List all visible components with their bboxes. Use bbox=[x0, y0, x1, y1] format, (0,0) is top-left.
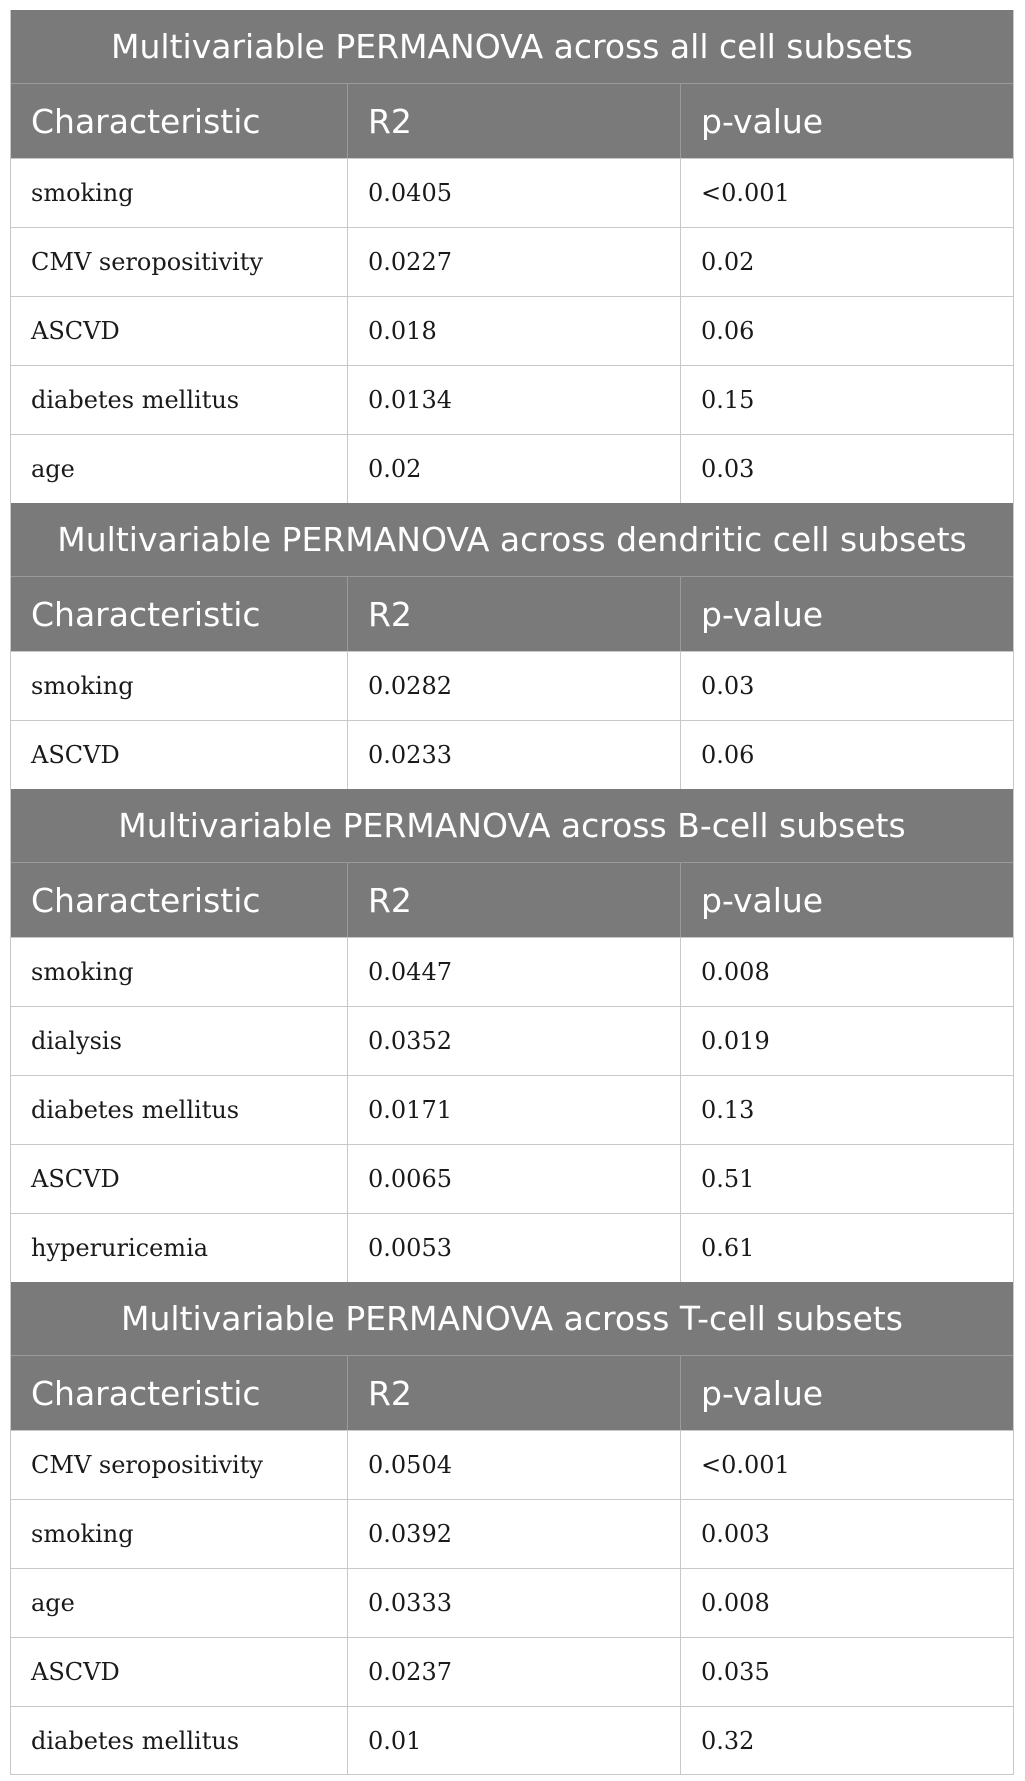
column-header-row bbox=[11, 1356, 1013, 1430]
pvalue-cell: <0.001 bbox=[701, 1451, 790, 1479]
characteristic-cell: diabetes mellitus bbox=[11, 1707, 348, 1774]
pvalue-cell: 0.32 bbox=[701, 1726, 755, 1755]
r2-cell: 0.0171 bbox=[348, 1076, 681, 1144]
pvalue-header: p-value bbox=[701, 594, 824, 634]
characteristic-cell: diabetes mellitus bbox=[11, 1076, 348, 1144]
column-header-row bbox=[11, 577, 1013, 651]
pvalue-cell: 0.008 bbox=[701, 958, 770, 986]
characteristic-header: Characteristic bbox=[11, 577, 348, 651]
characteristic-cell: diabetes mellitus bbox=[11, 366, 348, 434]
r2-cell: 0.0392 bbox=[348, 1500, 681, 1568]
characteristic-header: Characteristic bbox=[11, 84, 348, 158]
characteristic-cell: ASCVD bbox=[11, 721, 348, 789]
table-row bbox=[11, 1144, 1013, 1213]
characteristic-cell: ASCVD bbox=[11, 297, 348, 365]
table-section bbox=[11, 789, 1013, 1282]
characteristic-cell: CMV seropositivity bbox=[11, 228, 348, 296]
characteristic-cell: CMV seropositivity bbox=[11, 1431, 348, 1499]
pvalue-cell: 0.06 bbox=[701, 317, 755, 345]
table-row bbox=[11, 1075, 1013, 1144]
table-row bbox=[11, 1430, 1013, 1499]
r2-cell: 0.02 bbox=[348, 435, 681, 503]
r2-cell: 0.0227 bbox=[348, 228, 681, 296]
pvalue-cell: 0.02 bbox=[701, 248, 755, 276]
r2-cell: 0.0065 bbox=[348, 1145, 681, 1213]
r2-cell: 0.0405 bbox=[348, 159, 681, 227]
characteristic-cell: age bbox=[11, 1569, 348, 1637]
section-title: Multivariable PERMANOVA across all cell subsets bbox=[11, 10, 1013, 84]
characteristic-cell: ASCVD bbox=[11, 1638, 348, 1706]
characteristic-cell: smoking bbox=[11, 1500, 348, 1568]
section-title: Multivariable PERMANOVA across dendritic cell subsets bbox=[11, 503, 1013, 577]
table-row bbox=[11, 227, 1013, 296]
characteristic-cell: smoking bbox=[11, 938, 348, 1006]
pvalue-header: p-value bbox=[701, 101, 824, 141]
r2-cell: 0.01 bbox=[348, 1707, 681, 1774]
pvalue-cell: 0.003 bbox=[701, 1520, 770, 1548]
r2-cell: 0.0352 bbox=[348, 1007, 681, 1075]
pvalue-cell: 0.13 bbox=[701, 1096, 755, 1124]
pvalue-cell: 0.03 bbox=[701, 672, 755, 700]
table-section bbox=[11, 503, 1013, 789]
pvalue-header: p-value bbox=[701, 880, 824, 920]
section-title: Multivariable PERMANOVA across B-cell subsets bbox=[11, 789, 1013, 863]
pvalue-cell: 0.61 bbox=[701, 1234, 755, 1262]
table-row bbox=[11, 720, 1013, 789]
r2-header: R2 bbox=[348, 1356, 681, 1430]
r2-cell: 0.0134 bbox=[348, 366, 681, 434]
pvalue-cell: 0.15 bbox=[701, 386, 755, 414]
table-row bbox=[11, 651, 1013, 720]
table-row bbox=[11, 1499, 1013, 1568]
characteristic-cell: age bbox=[11, 435, 348, 503]
r2-cell: 0.0233 bbox=[348, 721, 681, 789]
table-row bbox=[11, 1568, 1013, 1637]
table-row bbox=[11, 937, 1013, 1006]
r2-header: R2 bbox=[348, 84, 681, 158]
characteristic-cell: smoking bbox=[11, 652, 348, 720]
table-section bbox=[11, 1282, 1013, 1775]
pvalue-cell: 0.51 bbox=[701, 1165, 755, 1193]
table-row bbox=[11, 1637, 1013, 1706]
characteristic-cell: hyperuricemia bbox=[11, 1214, 348, 1282]
table-section bbox=[11, 10, 1013, 503]
r2-header: R2 bbox=[348, 577, 681, 651]
r2-cell: 0.0333 bbox=[348, 1569, 681, 1637]
table-row bbox=[11, 1006, 1013, 1075]
pvalue-cell: 0.06 bbox=[701, 741, 755, 769]
permanova-table bbox=[10, 10, 1014, 1775]
r2-cell: 0.0282 bbox=[348, 652, 681, 720]
characteristic-header: Characteristic bbox=[11, 863, 348, 937]
table-row bbox=[11, 1706, 1013, 1775]
table-row bbox=[11, 296, 1013, 365]
r2-cell: 0.0237 bbox=[348, 1638, 681, 1706]
r2-cell: 0.0053 bbox=[348, 1214, 681, 1282]
pvalue-cell: 0.008 bbox=[701, 1589, 770, 1617]
table-row bbox=[11, 365, 1013, 434]
table-row bbox=[11, 1213, 1013, 1282]
characteristic-header: Characteristic bbox=[11, 1356, 348, 1430]
characteristic-cell: ASCVD bbox=[11, 1145, 348, 1213]
r2-cell: 0.0504 bbox=[348, 1431, 681, 1499]
column-header-row bbox=[11, 863, 1013, 937]
pvalue-cell: 0.03 bbox=[701, 455, 755, 483]
table-row bbox=[11, 158, 1013, 227]
pvalue-cell: 0.035 bbox=[701, 1658, 770, 1686]
pvalue-cell: 0.019 bbox=[701, 1027, 770, 1055]
r2-cell: 0.018 bbox=[348, 297, 681, 365]
table-row bbox=[11, 434, 1013, 503]
r2-header: R2 bbox=[348, 863, 681, 937]
pvalue-cell: <0.001 bbox=[701, 179, 790, 207]
section-title: Multivariable PERMANOVA across T-cell subsets bbox=[11, 1282, 1013, 1356]
r2-cell: 0.0447 bbox=[348, 938, 681, 1006]
column-header-row bbox=[11, 84, 1013, 158]
characteristic-cell: smoking bbox=[11, 159, 348, 227]
characteristic-cell: dialysis bbox=[11, 1007, 348, 1075]
pvalue-header: p-value bbox=[701, 1373, 824, 1413]
